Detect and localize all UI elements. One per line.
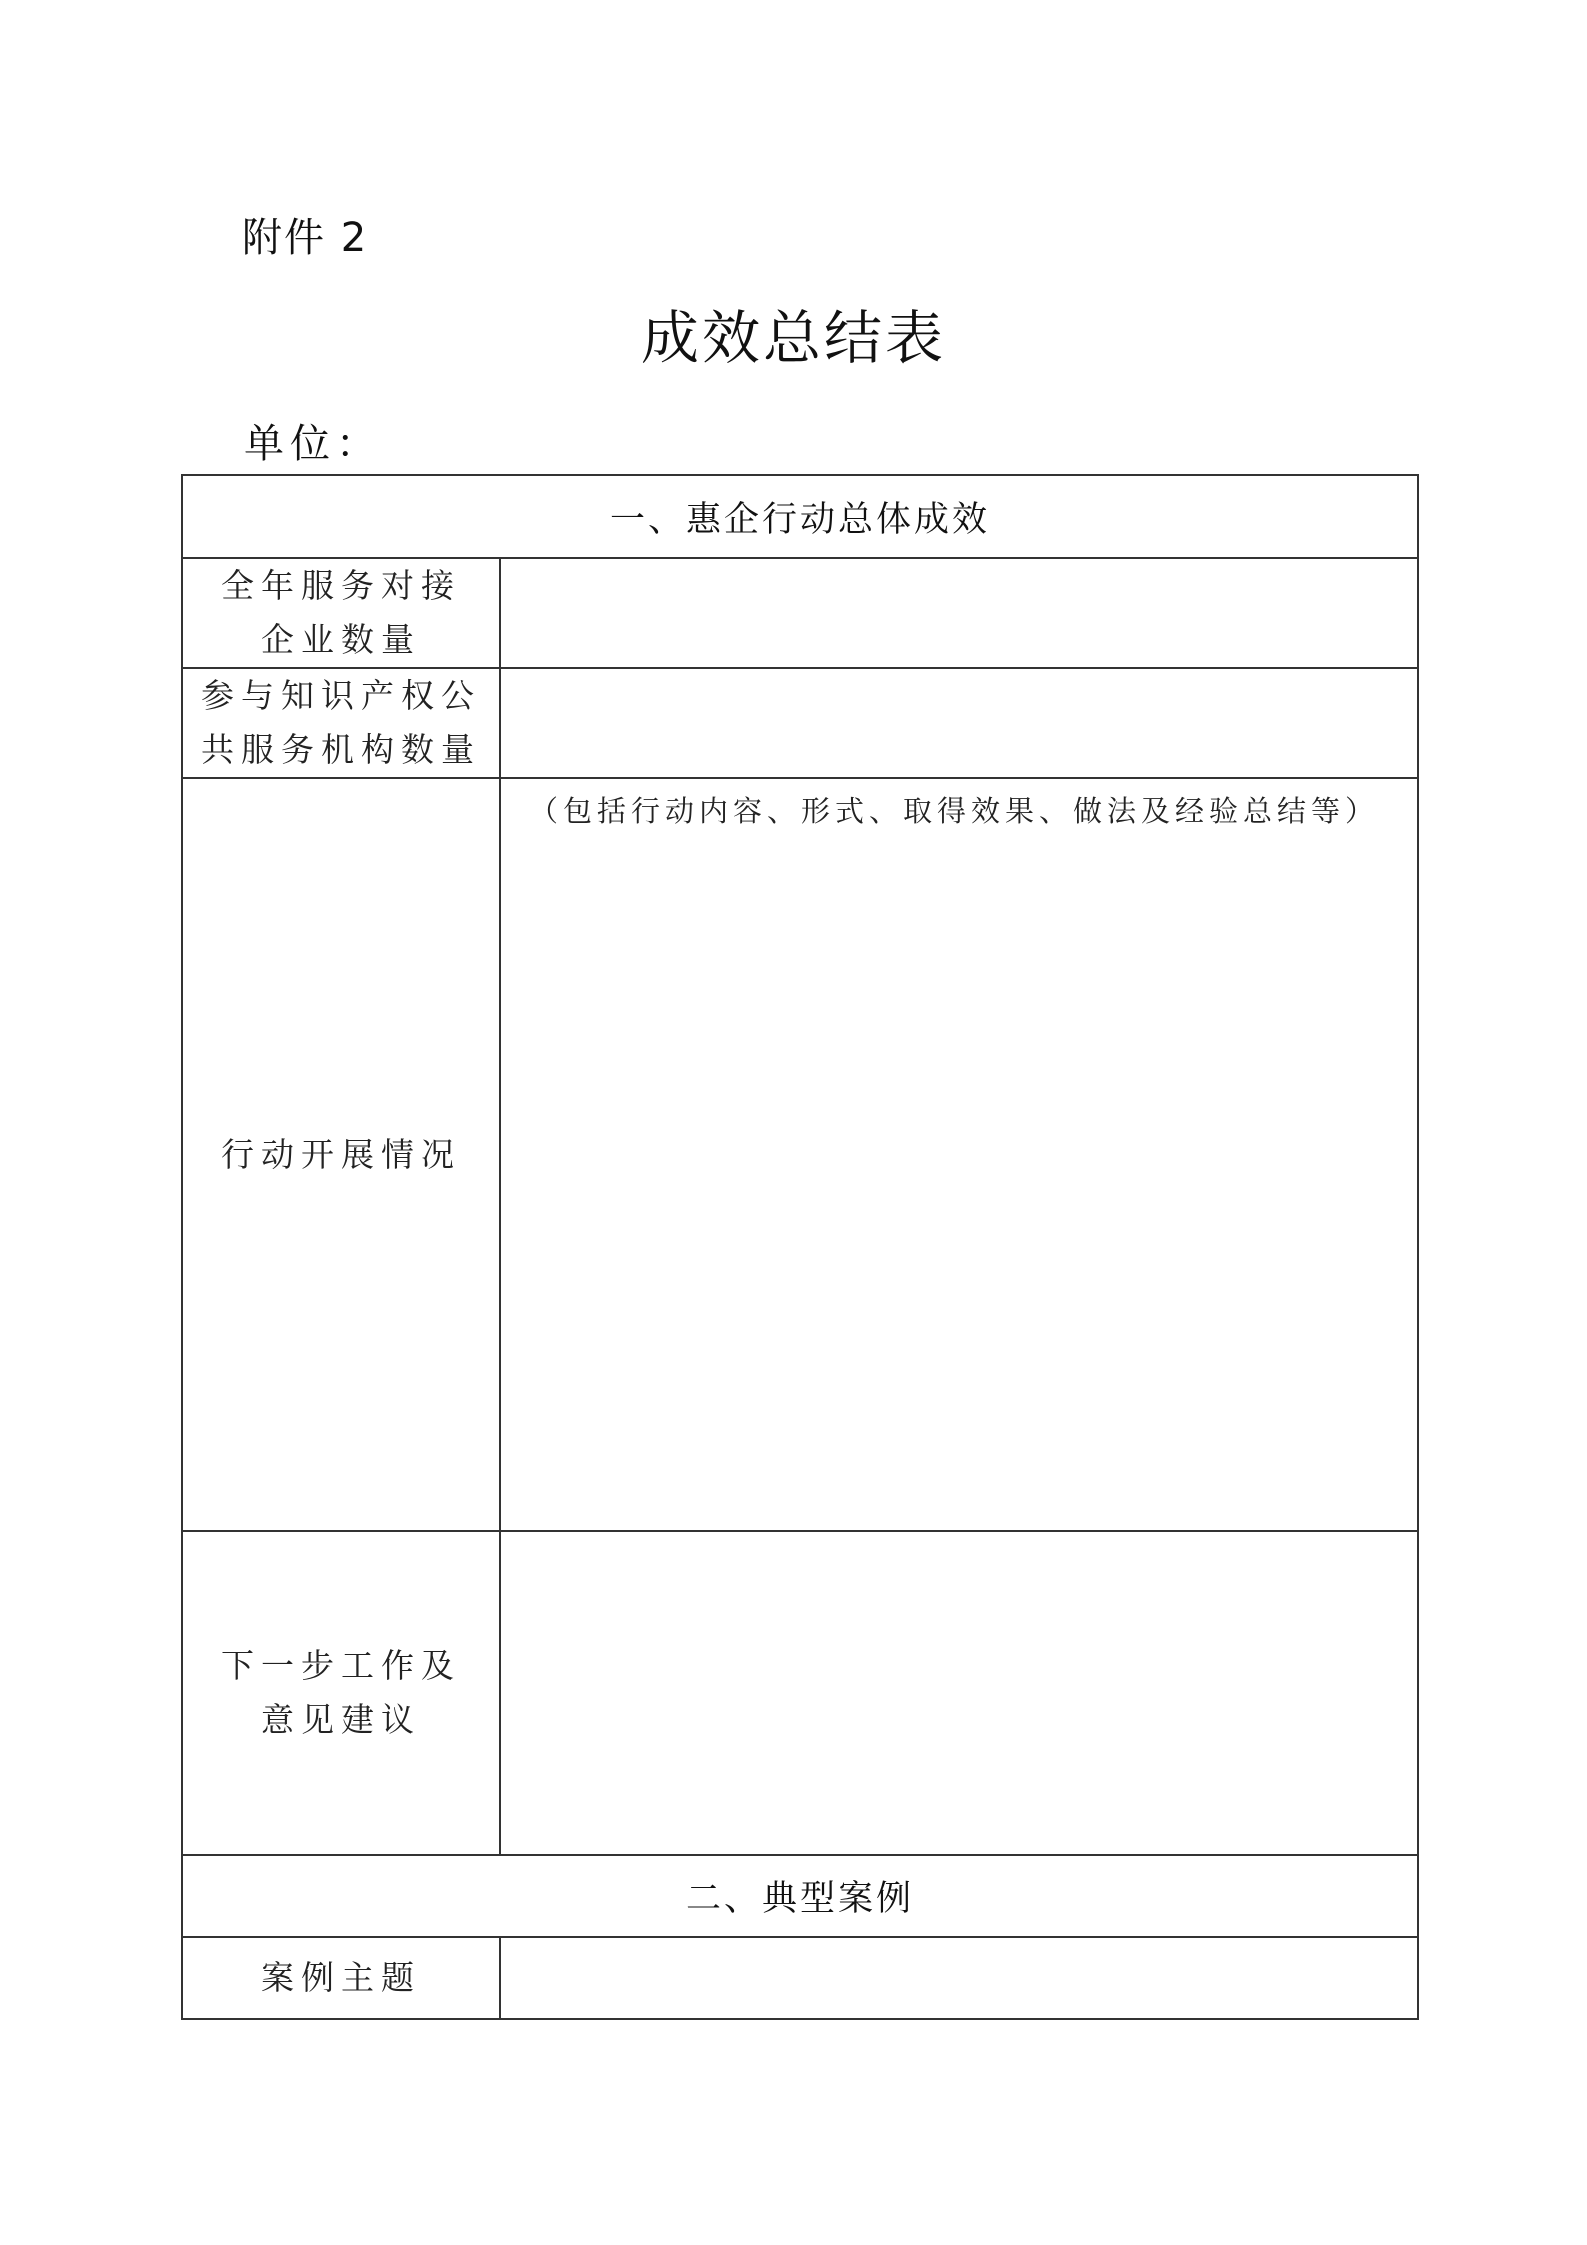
unit-label: 单位： — [244, 421, 382, 467]
table-row — [182, 1531, 1418, 1855]
table-row — [182, 668, 1418, 778]
section1-heading-row — [182, 475, 1418, 558]
row-label-next-steps: 下一步工作及 意见建议 — [182, 1531, 500, 1855]
attachment-label: 附件 2 — [242, 215, 369, 261]
input-case-topic[interactable] — [500, 1937, 1418, 2019]
section2-heading: 二、典型案例 — [182, 1855, 1418, 1937]
row-label-institution-count: 参与知识产权公 共服务机构数量 — [182, 668, 500, 778]
row-label-action-status: 行动开展情况 — [182, 778, 500, 1531]
section1-heading: 一、惠企行动总体成效 — [182, 475, 1418, 558]
page-title: 成效总结表 — [640, 304, 946, 372]
row-label-case-topic: 案例主题 — [182, 1937, 500, 2019]
table-row — [182, 558, 1418, 668]
section2-heading-row — [182, 1855, 1418, 1937]
summary-table — [181, 474, 1419, 2020]
table-row — [182, 778, 1418, 1531]
table-row — [182, 1937, 1418, 2019]
input-institution-count[interactable] — [500, 668, 1418, 778]
input-enterprise-count[interactable] — [500, 558, 1418, 668]
input-action-status[interactable] — [500, 778, 1418, 1531]
input-next-steps[interactable] — [500, 1531, 1418, 1855]
row-label-enterprise-count: 全年服务对接 企业数量 — [182, 558, 500, 668]
action-status-hint: （包括行动内容、形式、取得效果、做法及经验总结等） — [529, 794, 1380, 828]
